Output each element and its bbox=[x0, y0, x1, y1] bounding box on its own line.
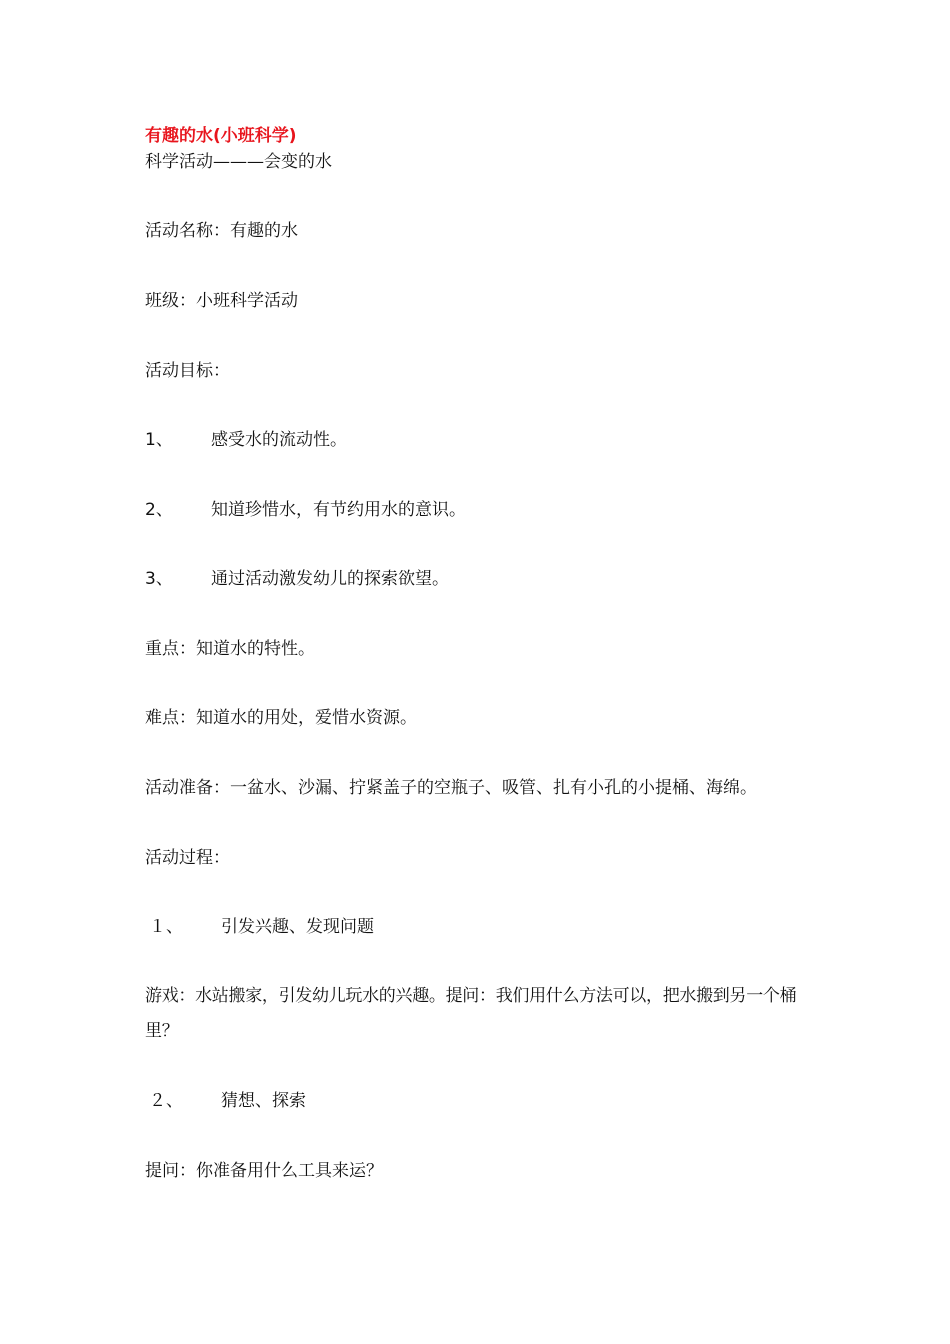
game-paragraph: 游戏：水站搬家，引发幼儿玩水的兴趣。提问：我们用什么方法可以，把水搬到另一个桶里？ bbox=[145, 986, 797, 1041]
step-text: 引发兴趣、发现问题 bbox=[221, 917, 374, 937]
goal-text: 知道珍惜水，有节约用水的意识。 bbox=[211, 500, 466, 520]
materials: 活动准备：一盆水、沙漏、拧紧盖子的空瓶子、吸管、扎有小孔的小提桶、海绵。 bbox=[145, 778, 757, 798]
goal-item bbox=[145, 567, 449, 591]
document-subtitle: 科学活动———会变的水 bbox=[145, 152, 332, 172]
step-item bbox=[145, 915, 374, 939]
difficulty: 难点：知道水的用处，爱惜水资源。 bbox=[145, 708, 417, 728]
key-point: 重点：知道水的特性。 bbox=[145, 639, 315, 659]
activity-name: 活动名称：有趣的水 bbox=[145, 221, 298, 241]
goal-item bbox=[145, 498, 466, 522]
step-item bbox=[145, 1089, 306, 1113]
step-text: 猜想、探索 bbox=[221, 1091, 306, 1111]
question-text: 提问：你准备用什么工具来运？ bbox=[145, 1161, 383, 1181]
goal-number: 1、 bbox=[145, 430, 173, 450]
step-number: １、 bbox=[149, 917, 183, 937]
goal-text: 感受水的流动性。 bbox=[211, 430, 347, 450]
goal-item bbox=[145, 428, 347, 452]
goal-text: 通过活动激发幼儿的探索欲望。 bbox=[211, 569, 449, 589]
goals-heading: 活动目标： bbox=[145, 361, 230, 381]
class-level: 班级：小班科学活动 bbox=[145, 291, 298, 311]
document-title: 有趣的水(小班科学) bbox=[145, 126, 297, 146]
step-number: ２、 bbox=[149, 1091, 183, 1111]
process-heading: 活动过程： bbox=[145, 848, 230, 868]
goal-number: 3、 bbox=[145, 569, 173, 589]
goal-number: 2、 bbox=[145, 500, 173, 520]
